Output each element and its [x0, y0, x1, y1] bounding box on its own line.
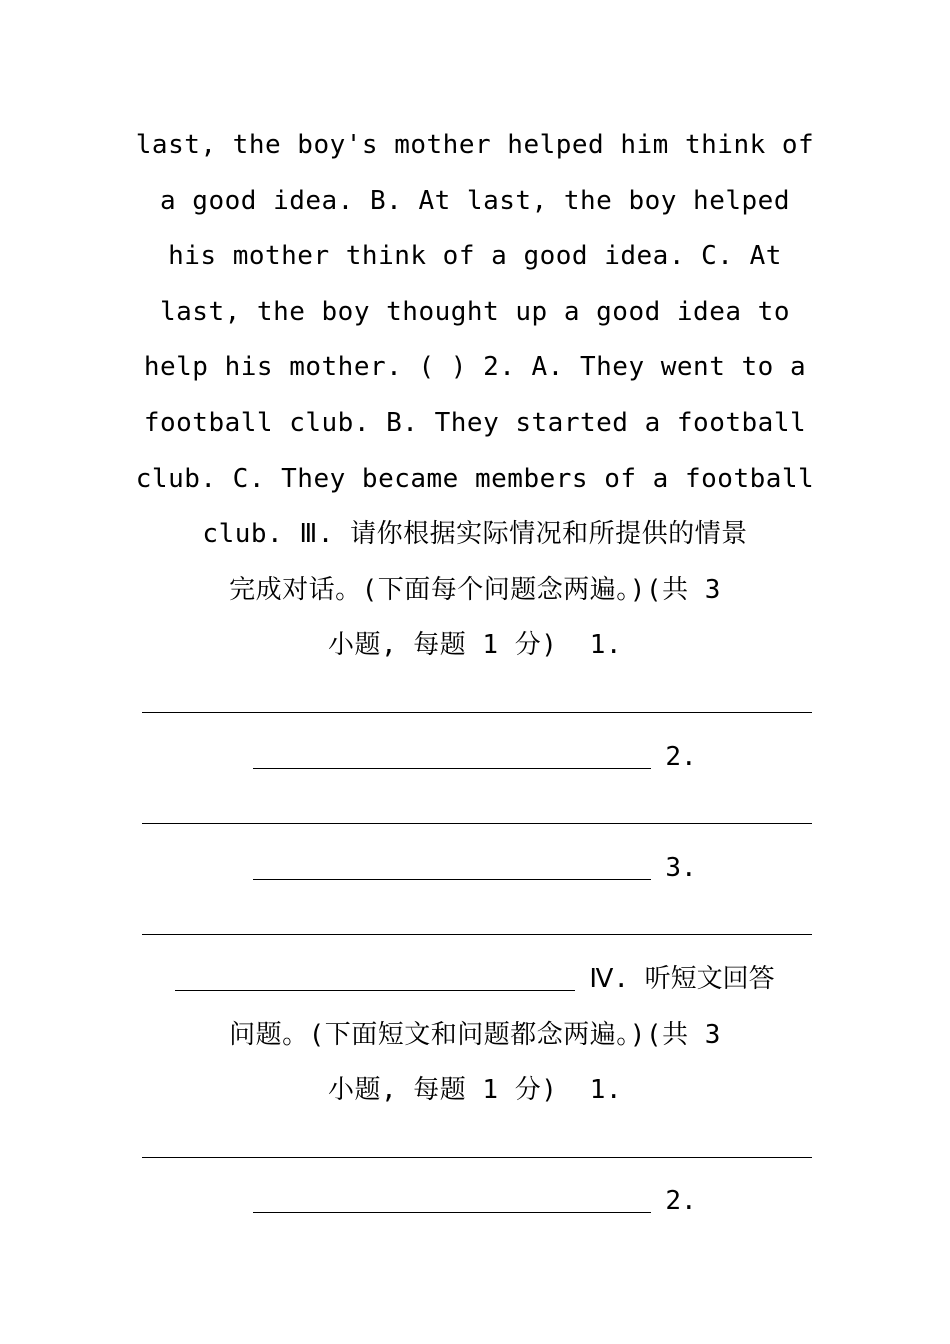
answer-blank-row — [130, 1174, 820, 1230]
question-number: 3. — [665, 852, 697, 883]
text-line: last, the boy's mother helped him think of — [135, 130, 815, 160]
answer-blank — [253, 1182, 651, 1213]
text-line: a good idea. B. At last, the boy helped — [160, 185, 790, 216]
answer-blank-line — [130, 1119, 820, 1175]
answer-blank — [253, 849, 651, 880]
answer-blank — [175, 960, 575, 991]
text-line: 完成对话。(下面每个问题念两遍。)(共 3 — [229, 574, 721, 605]
question-number: 2. — [665, 741, 697, 772]
text-line: 小题, 每题 1 分) 1. — [327, 1075, 623, 1106]
text-line: club. C. They became members of a football — [135, 463, 815, 494]
answer-blank-line — [130, 896, 820, 952]
text-line: his mother think of a good idea. C. At — [168, 241, 782, 272]
text-line: football club. B. They started a football — [143, 407, 807, 438]
section-4-heading-row — [130, 952, 820, 1008]
answer-blank-line — [130, 785, 820, 841]
text-line: 小题, 每题 1 分) 1. — [327, 630, 623, 661]
answer-blank-row — [130, 730, 820, 786]
text-line: last, the boy thought up a good idea to — [160, 296, 790, 327]
text-line: help his mother. ( ) 2. A. They went to a — [143, 352, 807, 383]
answer-blank-line — [130, 674, 820, 730]
section-4-heading: Ⅳ. 听短文回答 — [589, 963, 775, 994]
answer-blank — [253, 738, 651, 769]
text-line: club. Ⅲ. 请你根据实际情况和所提供的情景 — [202, 519, 748, 550]
question-number: 2. — [665, 1186, 697, 1217]
answer-blank-row — [130, 841, 820, 897]
exam-text-block — [130, 118, 820, 1230]
text-line: 问题。(下面短文和问题都念两遍。)(共 3 — [229, 1019, 721, 1050]
